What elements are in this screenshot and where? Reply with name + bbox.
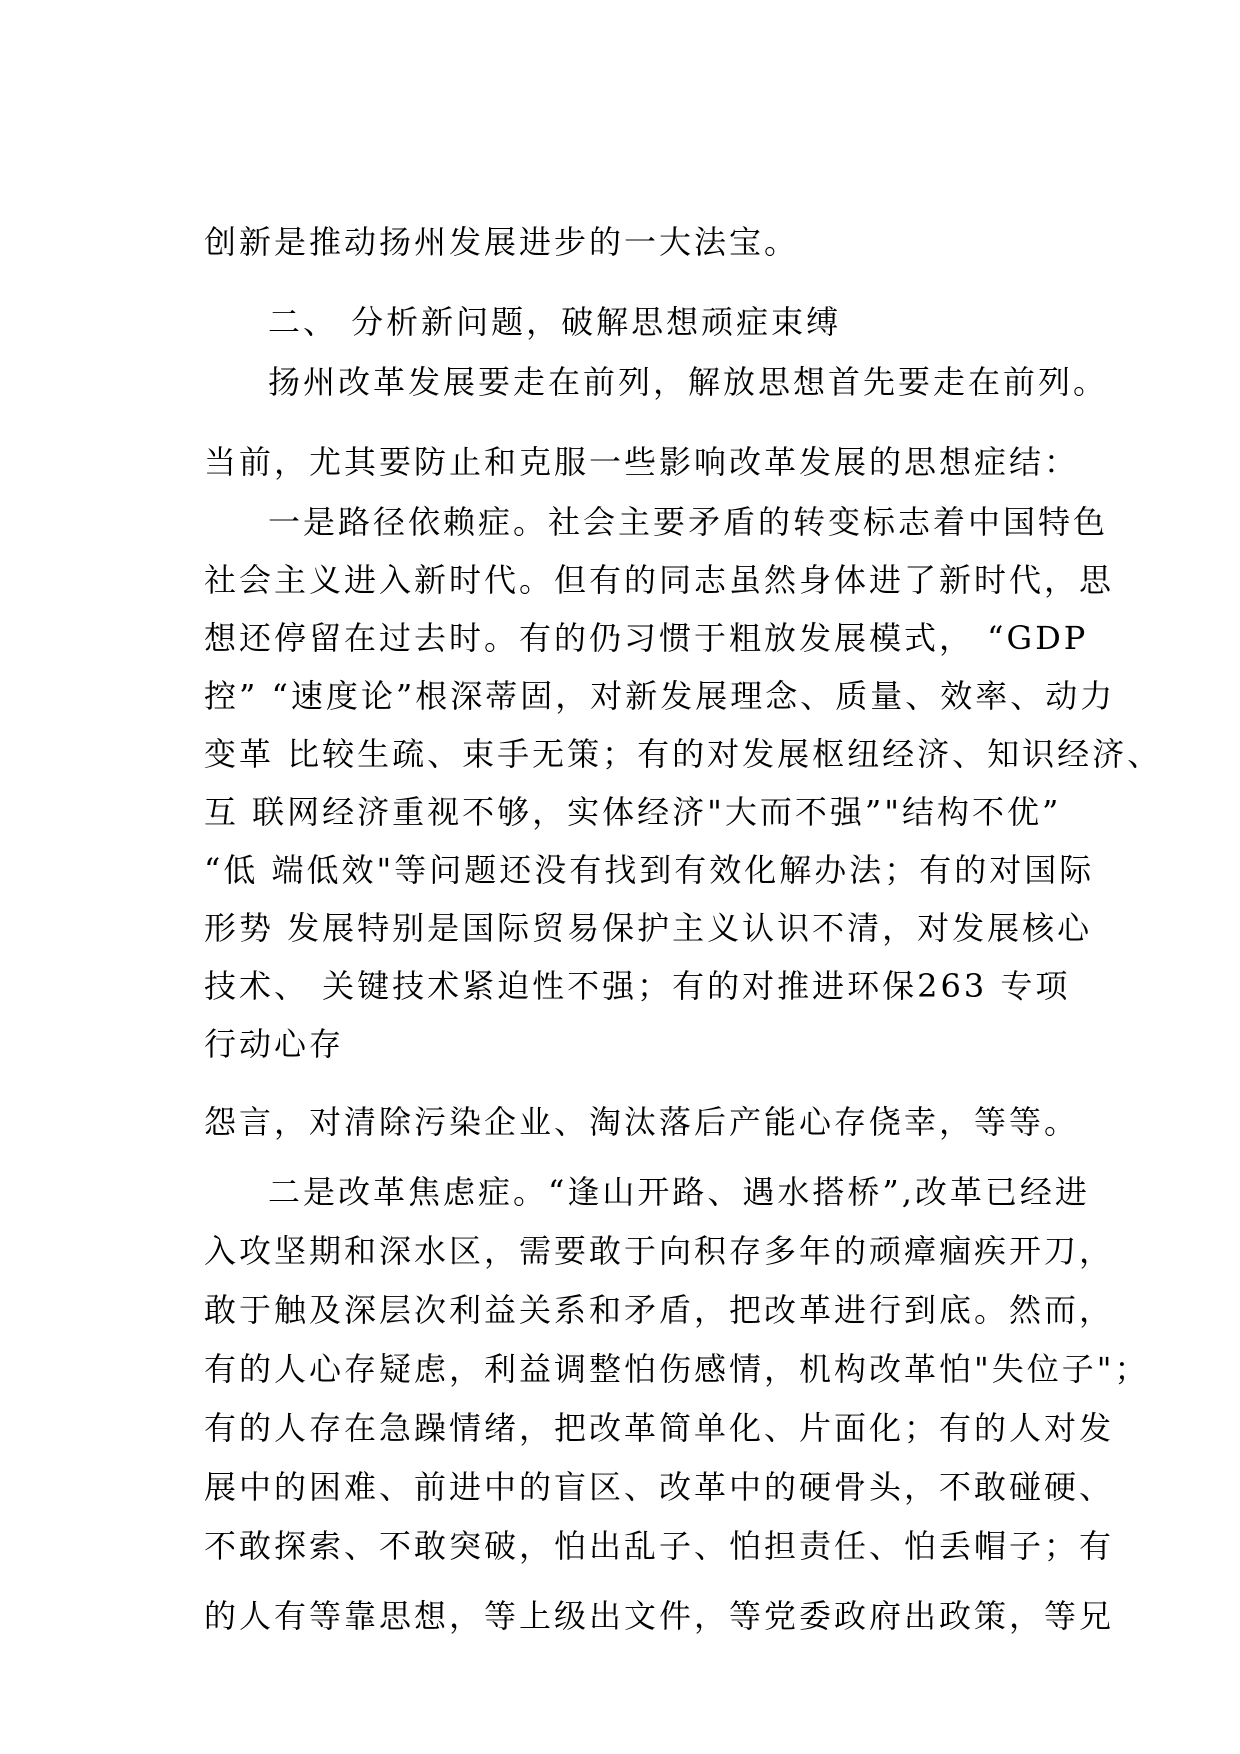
text-line: 一是路径依赖症。社会主要矛盾的转变标志着中国特色 [268,503,1109,541]
text-line: 互 联网经济重视不够，实体经济"大而不强”"结构不优” [204,793,1062,831]
text-line: 社会主义进入新时代。但有的同志虽然身体进了新时代，思 [204,561,1115,599]
text-line: 形势 发展特别是国际贸易保护主义认识不清，对发展核心 [204,909,1093,947]
text-line: 展中的困难、前进中的盲区、改革中的硬骨头，不敢碰硬、 [204,1468,1115,1506]
text-line: 敢于触及深层次利益关系和矛盾，把改革进行到底。然而， [204,1291,1115,1329]
text-line: 当前，尤其要防止和克服一些影响改革发展的思想症结： [204,443,1080,481]
text-line: 不敢探索、不敢突破，怕出乱子、怕担责任、怕丢帽子；有 [204,1527,1115,1565]
text-line: 扬州改革发展要走在前列，解放思想首先要走在前列。 [268,363,1109,401]
text-line: 变革 比较生疏、束手无策；有的对发展枢纽经济、知识经济、 [204,735,1163,773]
text-line: 怨言，对清除污染企业、淘汰落后产能心存侥幸，等等。 [204,1103,1080,1141]
text-line: 有的人心存疑虑，利益调整怕伤感情，机构改革怕"失位子"； [204,1350,1150,1388]
section-heading: 二、 分析新问题，破解思想顽症束缚 [268,303,842,341]
text-line: 想还停留在过去时。有的仍习惯于粗放发展模式， “GDP [204,619,1089,657]
text-line: “低 端低效"等问题还没有找到有效化解办法；有的对国际 [204,851,1095,889]
text-line: 入攻坚期和深水区，需要敢于向积存多年的顽瘴痼疾开刀， [204,1232,1115,1270]
text-line: 行动心存 [204,1025,345,1063]
text-line: 二是改革焦虑症。“逢山开路、遇水搭桥”,改革已经进 [268,1173,1090,1211]
text-line: 技术、 关键技术紧迫性不强；有的对推进环保263 专项 [204,967,1071,1005]
text-line: 的人有等靠思想，等上级出文件，等党委政府出政策，等兄 [204,1597,1115,1635]
text-line: 有的人存在急躁情绪，把改革简单化、片面化；有的人对发 [204,1409,1115,1447]
text-line: 创新是推动扬州发展进步的一大法宝。 [204,223,800,261]
text-line: 控” “速度论”根深蒂固，对新发展理念、质量、效率、动力 [204,677,1116,715]
